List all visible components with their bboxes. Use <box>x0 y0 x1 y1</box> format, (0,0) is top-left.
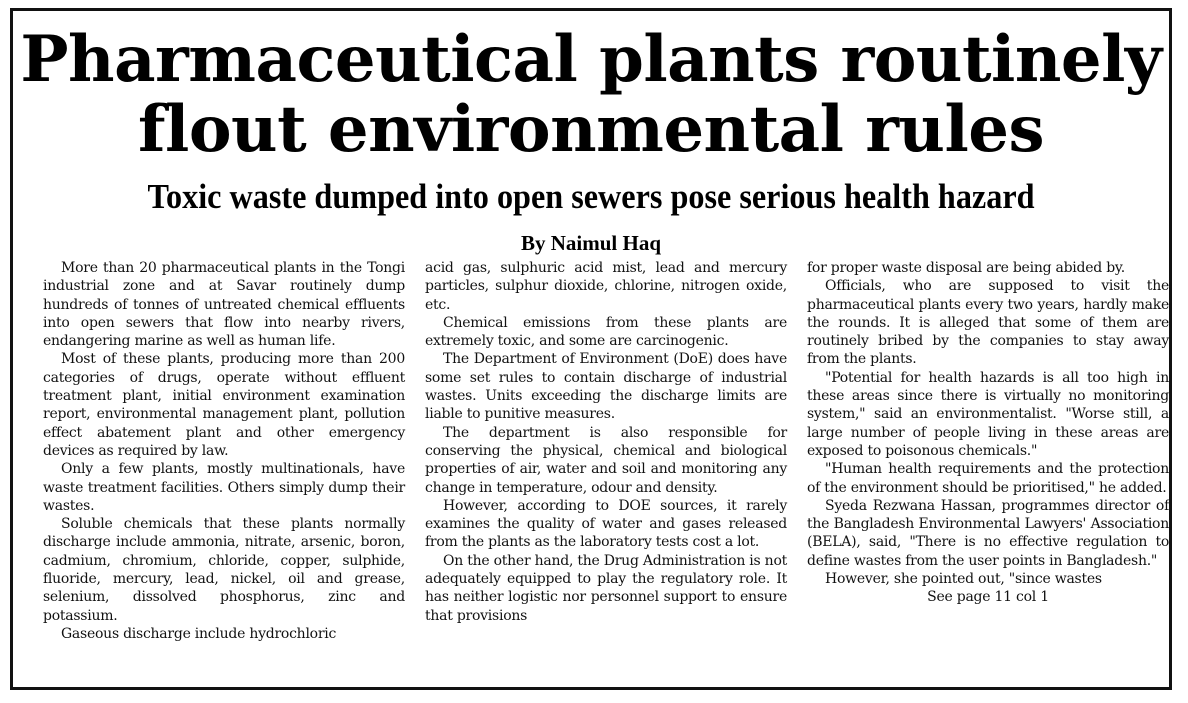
headline-line-1: Pharmaceutical plants routinely <box>20 22 1162 97</box>
paragraph: Syeda Rezwana Hassan, programmes director of the Bangladesh Environmental Lawyers' Association (BELA), said, "There is no effective regulation to define wastes from the user points in Bangladesh." <box>807 497 1169 569</box>
column-1 <box>43 259 405 643</box>
paragraph: More than 20 pharmaceutical plants in the Tongi industrial zone and at Savar routinely dump hundreds of tonnes of untreated chemical effluents into open sewers that flow into nearby rivers, endangering marine as well as human life. <box>43 260 405 350</box>
paragraph-continuation: for proper waste disposal are being abided by. <box>807 260 1125 276</box>
paragraph-continuation: acid gas, sulphuric acid mist, lead and mercury particles, sulphur dioxide, chlorine, nitrogen oxide, etc. <box>425 260 787 313</box>
continued-note: See page 11 col 1 <box>927 589 1049 606</box>
paragraph: Soluble chemicals that these plants normally discharge include ammonia, nitrate, arsenic, boron, cadmium, chromium, chloride, copper, sulphide, fluoride, mercury, lead, nickel, oil and grease, selenium, dissolved phosphorus, zinc and potassium. <box>43 516 405 624</box>
paragraph: Officials, who are supposed to visit the pharmaceutical plants every two years, hardly make the rounds. It is alleged that some of them are routinely bribed by the companies to stay away from the plants. <box>807 278 1169 368</box>
subheadline: Toxic waste dumped into open sewers pose serious health hazard <box>147 177 1035 216</box>
paragraph: The Department of Environment (DoE) does have some set rules to contain discharge of industrial wastes. Units exceeding the discharge limits are liable to punitive measures. <box>425 351 787 423</box>
headline-line-2: flout environmental rules <box>138 92 1044 167</box>
article-body <box>43 259 1169 643</box>
column-3 <box>807 259 1169 643</box>
paragraph: Chemical emissions from these plants are extremely toxic, and some are carcinogenic. <box>425 314 787 350</box>
column-2 <box>425 259 787 643</box>
paragraph: However, according to DOE sources, it rarely examines the quality of water and gases released from the plants as the laboratory tests cost a lot. <box>425 497 787 551</box>
paragraph: On the other hand, the Drug Administration is not adequately equipped to play the regulatory role. It has neither logistic nor personnel support to ensure that provisions <box>425 552 787 624</box>
paragraph: "Human health requirements and the protection of the environment should be prioritised," he added. <box>807 461 1169 496</box>
byline: By Naimul Haq <box>520 231 662 255</box>
paragraph: Gaseous discharge include hydrochloric <box>61 625 337 642</box>
paragraph: Most of these plants, producing more than 200 categories of drugs, operate without effluent treatment plant, initial environment examination report, environmental management plant, pollution effect abatement plant and other emergency devices as required by law. <box>43 351 405 459</box>
paragraph: The department is also responsible for conserving the physical, chemical and biological properties of air, water and soil and monitoring any change in temperature, odour and density. <box>425 424 787 496</box>
paragraph: However, she pointed out, "since wastes <box>825 571 1102 588</box>
paragraph: Only a few plants, mostly multinationals, have waste treatment facilities. Others simply dump their wastes. <box>43 461 405 514</box>
headline <box>13 22 1169 167</box>
article-frame <box>10 8 1172 690</box>
paragraph: "Potential for health hazards is all too high in these areas since there is virtually no monitoring system," said an environmentalist. "Worse still, a large number of people living in these areas are exposed to poisonous chemicals." <box>807 369 1169 459</box>
